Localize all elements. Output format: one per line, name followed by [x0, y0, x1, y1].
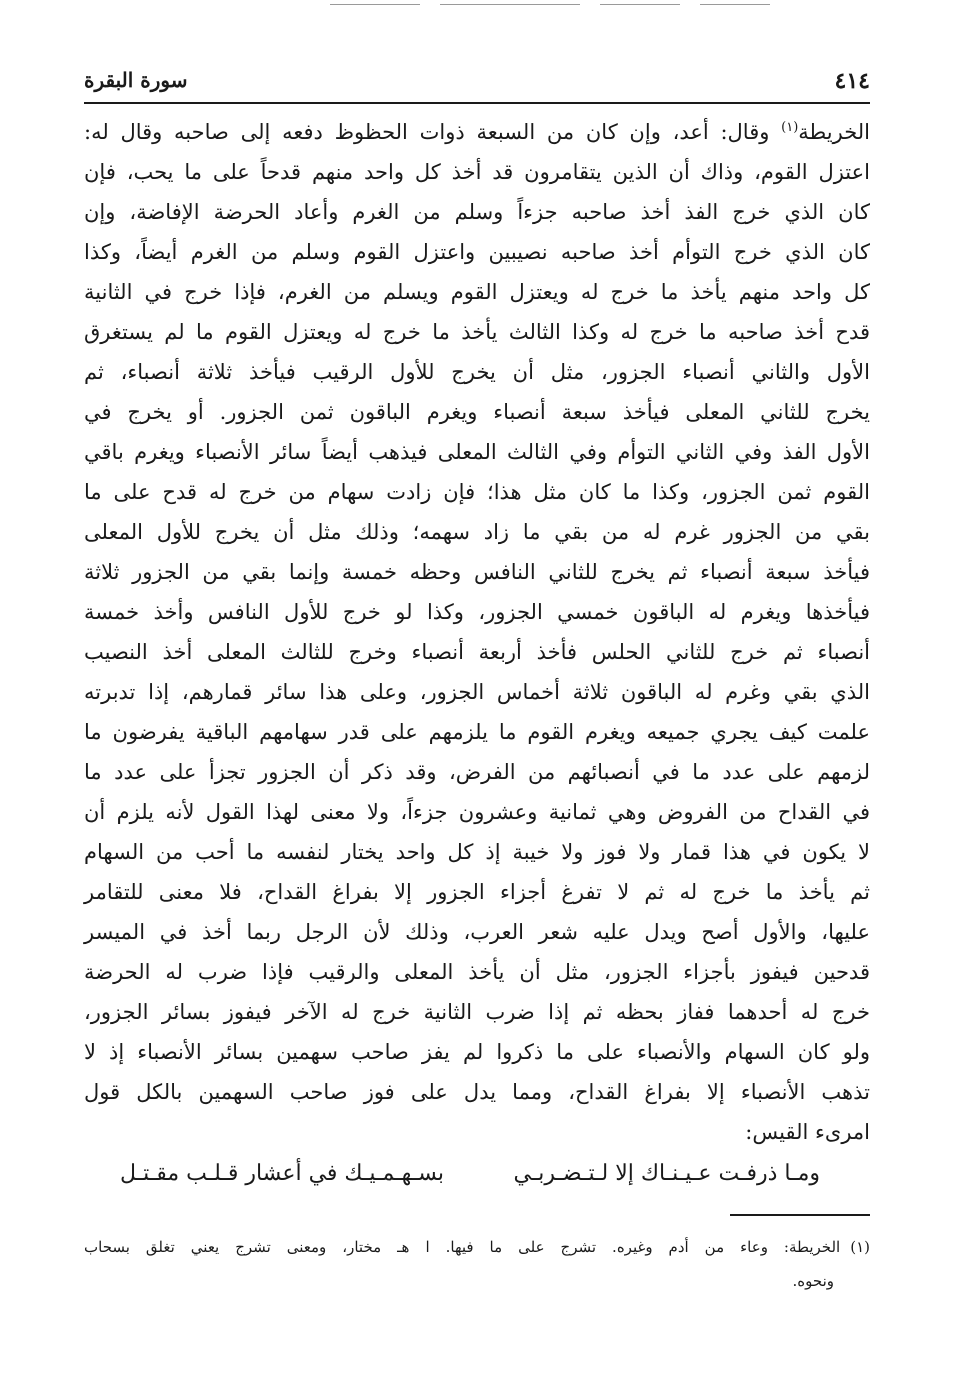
- text-line: كان الذي خرج الفذ أخذ صاحبه جزءاً وسلم من الغرم وأعاد الحرضة الإفاضة، وإن: [84, 200, 870, 224]
- poetry-verse: [120, 1152, 820, 1196]
- top-rule-segment: [330, 4, 420, 5]
- text-line: أنصباء ثم خرج للثاني الحلس فأخذ أربعة أنصباء وخرج للثالث المعلى أخذ النصيب: [84, 640, 870, 664]
- footnote-line: ونحوه.: [792, 1272, 834, 1290]
- text-line: كان الذي خرج التوأم أخذ صاحبه نصيبين واعتزل القوم وسلم من الغرم أيضاً، وكذا: [84, 240, 870, 264]
- text-line: بقي من الجزور غرم له من بقي ما زاد سهمه؛ وذلك مثل أن يخرج للأول المعلى: [84, 520, 870, 544]
- main-text: [84, 112, 870, 1152]
- text-line: [84, 112, 870, 152]
- text-line: قدح أخذ صاحبه ما خرج له وكذا الثالث يأخذ ما خرج له ويعتزل القوم ما لم يستغرق: [84, 320, 870, 344]
- line-content: وقال: أعد، وإن كان من السبعة ذوات الحظوظ دفعه إلى صاحبه وقال له:: [84, 120, 782, 144]
- text-line: ثم يأخذ ما خرج له ثم لا تفرغ أجزاء الجزور إلا بفراغ القداح، فلا معنى للتقامر: [84, 880, 870, 904]
- footnote-marker: (١): [850, 1238, 870, 1256]
- top-rule-segment: [700, 4, 770, 5]
- text-line: يخرج للثاني المعلى فيأخذ سبعة أنصباء ويغرم الباقون ثمن الجزور. أو يخرج في: [84, 400, 870, 424]
- text-line: القوم ثمن الجزور، وكذا ما كان مثل هذا؛ فإن زادت سهام من خرج له قدح على ما: [84, 480, 870, 504]
- text-line: في القداح من الفروض وهي ثمانية وعشرون جزءاً، ولا معنى لهذا القول لأنه يلزم أن: [84, 800, 870, 824]
- footnote-separator: [730, 1214, 870, 1216]
- surah-title: سورة البقرة: [84, 68, 188, 92]
- footnote-text: الخريطة: وعاء من أدم وغيره. تشرج على ما فيها. ا هـ مختار، ومعنى تشرج يعني تغلق بسحاب: [84, 1238, 841, 1256]
- first-word: الخريطة: [798, 120, 870, 144]
- text-line: فيأخذ سبعة أنصباء ثم يخرج للثاني النافس وحظه خمسة وإنما بقي من الجزور ثلاثة: [84, 560, 870, 584]
- footnote: [84, 1230, 870, 1298]
- text-line: خرج له أحدهما ففاز بحظه ثم إذا ضرب الثانية خرج له الآخر فيفوز بسائر الجزور،: [84, 1000, 870, 1024]
- text-line: تذهب الأنصباء إلا بفراغ القداح، ومما يدل على فوز صاحب السهمين بالكل قول: [84, 1080, 870, 1104]
- text-line: الذي بقي وغرم له الباقون ثلاثة أخماس الجزور، وعلى هذا سائر قمارهم، إذا تدبرته: [84, 680, 870, 704]
- text-line: الأول والثاني أنصباء الجزور، مثل أن يخرج للأول الرقيب فيأخذ ثلاثة أنصباء، ثم: [84, 360, 870, 384]
- footnote-line: [84, 1230, 870, 1264]
- text-line: الأول الفذ وفي الثاني التوأم وفي الثالث المعلى فيذهب أيضاً سائر الأنصباء ويغرم باقي: [84, 440, 870, 464]
- second-hemistich: بسـهـمـيـك في أعشار قـلـب مقـتـل: [120, 1161, 444, 1186]
- text-line: قدحين فيفوز بأجزاء الجزور، مثل أن يأخذ المعلى والرقيب فإذا ضرب له الحرضة: [84, 960, 870, 984]
- page-header: [84, 62, 870, 104]
- text-line: لزمهم على عدد ما في أنصبائهم من الفرض، وقد ذكر أن الجزور تجزأ على عدد ما: [84, 760, 870, 784]
- top-rule-segment: [600, 4, 680, 5]
- text-line: عليها، والأول أصح ويدل عليه شعر العرب، وذلك لأن الرجل ربما أخذ في الميسر: [84, 920, 870, 944]
- top-scan-rules: [0, 0, 965, 12]
- text-line: لا يكون في هذا قمار ولا فوز ولا خيبة إذ كل واحد يختار لنفسه ما أحب من السهام: [84, 840, 870, 864]
- first-hemistich: ومـا ذرفـت عـيـنـاك إلا لـتـضـربـي: [513, 1161, 820, 1186]
- text-line: اعتزل القوم، وذاك أن الذين يتقامرون قد أخذ كل واحد منهم قدحاً على ما يحب، فإن: [84, 160, 870, 184]
- text-line: فيأخذها ويغرم له الباقون خمسي الجزور، وكذا لو خرج للأول النافس وأخذ خمسة: [84, 600, 870, 624]
- page-number: ٤١٤: [834, 68, 870, 94]
- text-line: ولو كان السهام والأنصباء على ما ذكروا لم يفز صاحب سهمين بسائر الأنصباء إذ لا: [84, 1040, 870, 1064]
- footnote-reference[interactable]: (١): [781, 120, 799, 135]
- text-line: علمت كيف يجري جميعه ويغرم القوم ما يلزمهم على قدر سهامهم الباقية يفرضون ما: [84, 720, 870, 744]
- text-line: امرىء القيس:: [745, 1120, 870, 1144]
- text-line: كل واحد منهم يأخذ ما خرج له ويعتزل القوم ويسلم من الغرم، فإذا خرج في الثانية: [84, 280, 870, 304]
- top-rule-segment: [440, 4, 580, 5]
